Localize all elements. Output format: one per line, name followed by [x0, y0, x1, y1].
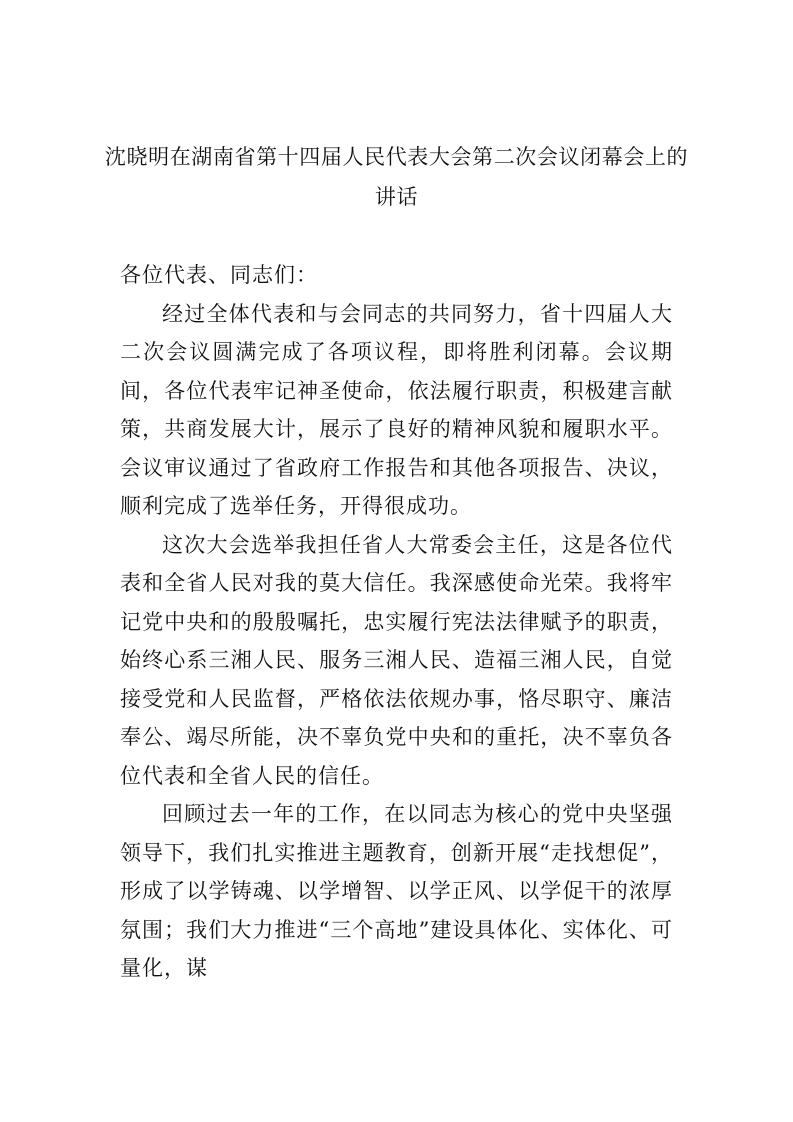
salutation: 各位代表、同志们：: [120, 263, 318, 287]
paragraph-1: 经过全体代表和与会同志的共同努力，省十四届人大二次会议圆满完成了各项议程，即将胜利闭幕。会议期间，各位代表牢记神圣使命，依法履行职责，积极建言献策，共商发展大计，展示了良好的精神风貌和履职水平。会议审议通过了省政府工作报告和其他各项报告、决议，顺利完成了选举任务，开得很成功。: [120, 301, 673, 518]
paragraph-2: 这次大会选举我担任省人大常委会主任，这是各位代表和全省人民对我的莫大信任。我深感使命光荣。我将牢记党中央和的殷殷嘱托，忠实履行宪法法律赋予的职责，始终心系三湘人民、服务三湘人民、造福三湘人民，自觉接受党和人民监督，严格依法依规办事，恪尽职守、廉洁奉公、竭尽所能，决不辜负党中央和的重托，决不辜负各位代表和全省人民的信任。: [120, 532, 673, 788]
document-title: 沈晓明在湖南省第十四届人民代表大会第二次会议闭幕会上的讲话: [104, 145, 689, 209]
paragraph-3: 回顾过去一年的工作，在以同志为核心的党中央坚强领导下，我们扎实推进主题教育，创新开展“走找想促”，形成了以学铸魂、以学增智、以学正风、以学促干的浓厚氛围；我们大力推进“三个高地”建设具体化、实体化、可量化，谋: [120, 802, 673, 980]
document-body: [120, 256, 673, 988]
